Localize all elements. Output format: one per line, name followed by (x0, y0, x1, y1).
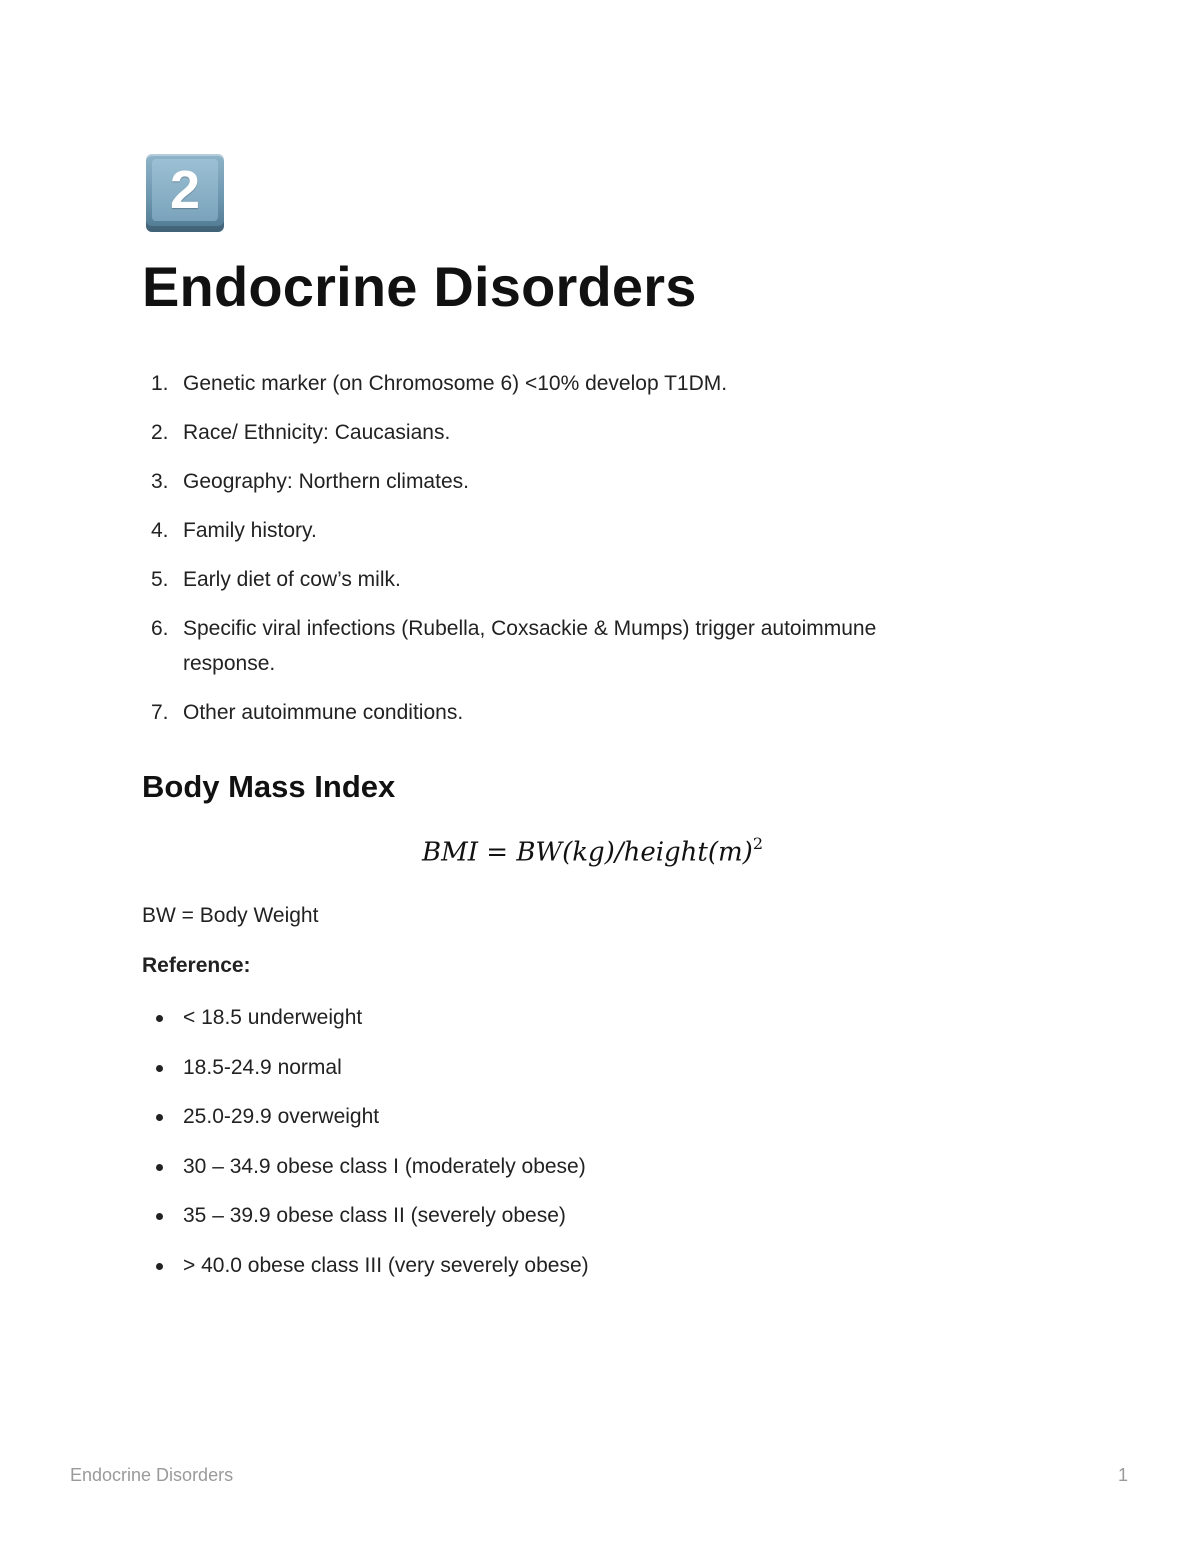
list-text: Specific viral infections (Rubella, Coxsackie & Mumps) trigger autoimmune response. (183, 617, 877, 675)
list-item (142, 1099, 902, 1134)
list-text: < 18.5 underweight (183, 1006, 363, 1029)
list-item (142, 1000, 902, 1035)
list-item (142, 562, 902, 597)
list-number: 6. (151, 617, 169, 640)
keycap-glyph: 2 (152, 159, 218, 221)
bmi-formula-text: BMI = BW(kg)/height(m) (422, 837, 753, 868)
list-item (142, 695, 902, 730)
bmi-formula (422, 836, 763, 868)
reference-label: Reference: (142, 954, 251, 977)
list-text: Genetic marker (on Chromosome 6) <10% develop T1DM. (183, 372, 728, 395)
list-text: 18.5-24.9 normal (183, 1055, 342, 1079)
list-text: Race/ Ethnicity: Caucasians. (183, 421, 451, 444)
list-item (142, 1248, 902, 1283)
list-item (142, 464, 902, 499)
list-text: Early diet of cow’s milk. (183, 568, 401, 591)
list-item (142, 611, 883, 681)
page-title: Endocrine Disorders (142, 255, 697, 318)
bmi-reference-list (142, 1000, 902, 1297)
bmi-formula-exponent: 2 (752, 834, 764, 853)
footer-doc-title: Endocrine Disorders (70, 1465, 234, 1485)
list-item (142, 415, 902, 450)
list-text: > 40.0 obese class III (very severely obese) (183, 1253, 589, 1277)
list-item (142, 513, 902, 548)
list-text: 25.0-29.9 overweight (183, 1105, 380, 1128)
list-item (142, 366, 902, 401)
list-number: 1. (151, 372, 169, 395)
list-text: Geography: Northern climates. (183, 470, 469, 493)
bullet-icon (156, 1213, 163, 1220)
list-number: 3. (151, 470, 169, 493)
list-number: 4. (151, 519, 169, 542)
bullet-icon (156, 1114, 163, 1121)
list-number: 7. (151, 701, 169, 724)
list-text: Family history. (183, 519, 317, 542)
list-item (142, 1050, 902, 1085)
list-text: 35 – 39.9 obese class II (severely obese) (183, 1204, 566, 1227)
bullet-icon (156, 1065, 163, 1072)
list-item (142, 1198, 902, 1233)
footer-page-number: 1 (1117, 1465, 1128, 1485)
bullet-icon (156, 1015, 163, 1022)
keycap-digit-two-icon (146, 154, 224, 232)
list-item (142, 1149, 902, 1184)
bullet-icon (156, 1164, 163, 1171)
bullet-icon (156, 1263, 163, 1270)
bw-definition: BW = Body Weight (142, 904, 319, 927)
list-number: 5. (151, 568, 169, 591)
list-text: Other autoimmune conditions. (183, 701, 464, 724)
list-text: 30 – 34.9 obese class I (moderately obese) (183, 1154, 586, 1178)
section-heading-bmi: Body Mass Index (142, 769, 396, 804)
list-number: 2. (151, 421, 169, 444)
risk-factor-list (142, 366, 902, 744)
